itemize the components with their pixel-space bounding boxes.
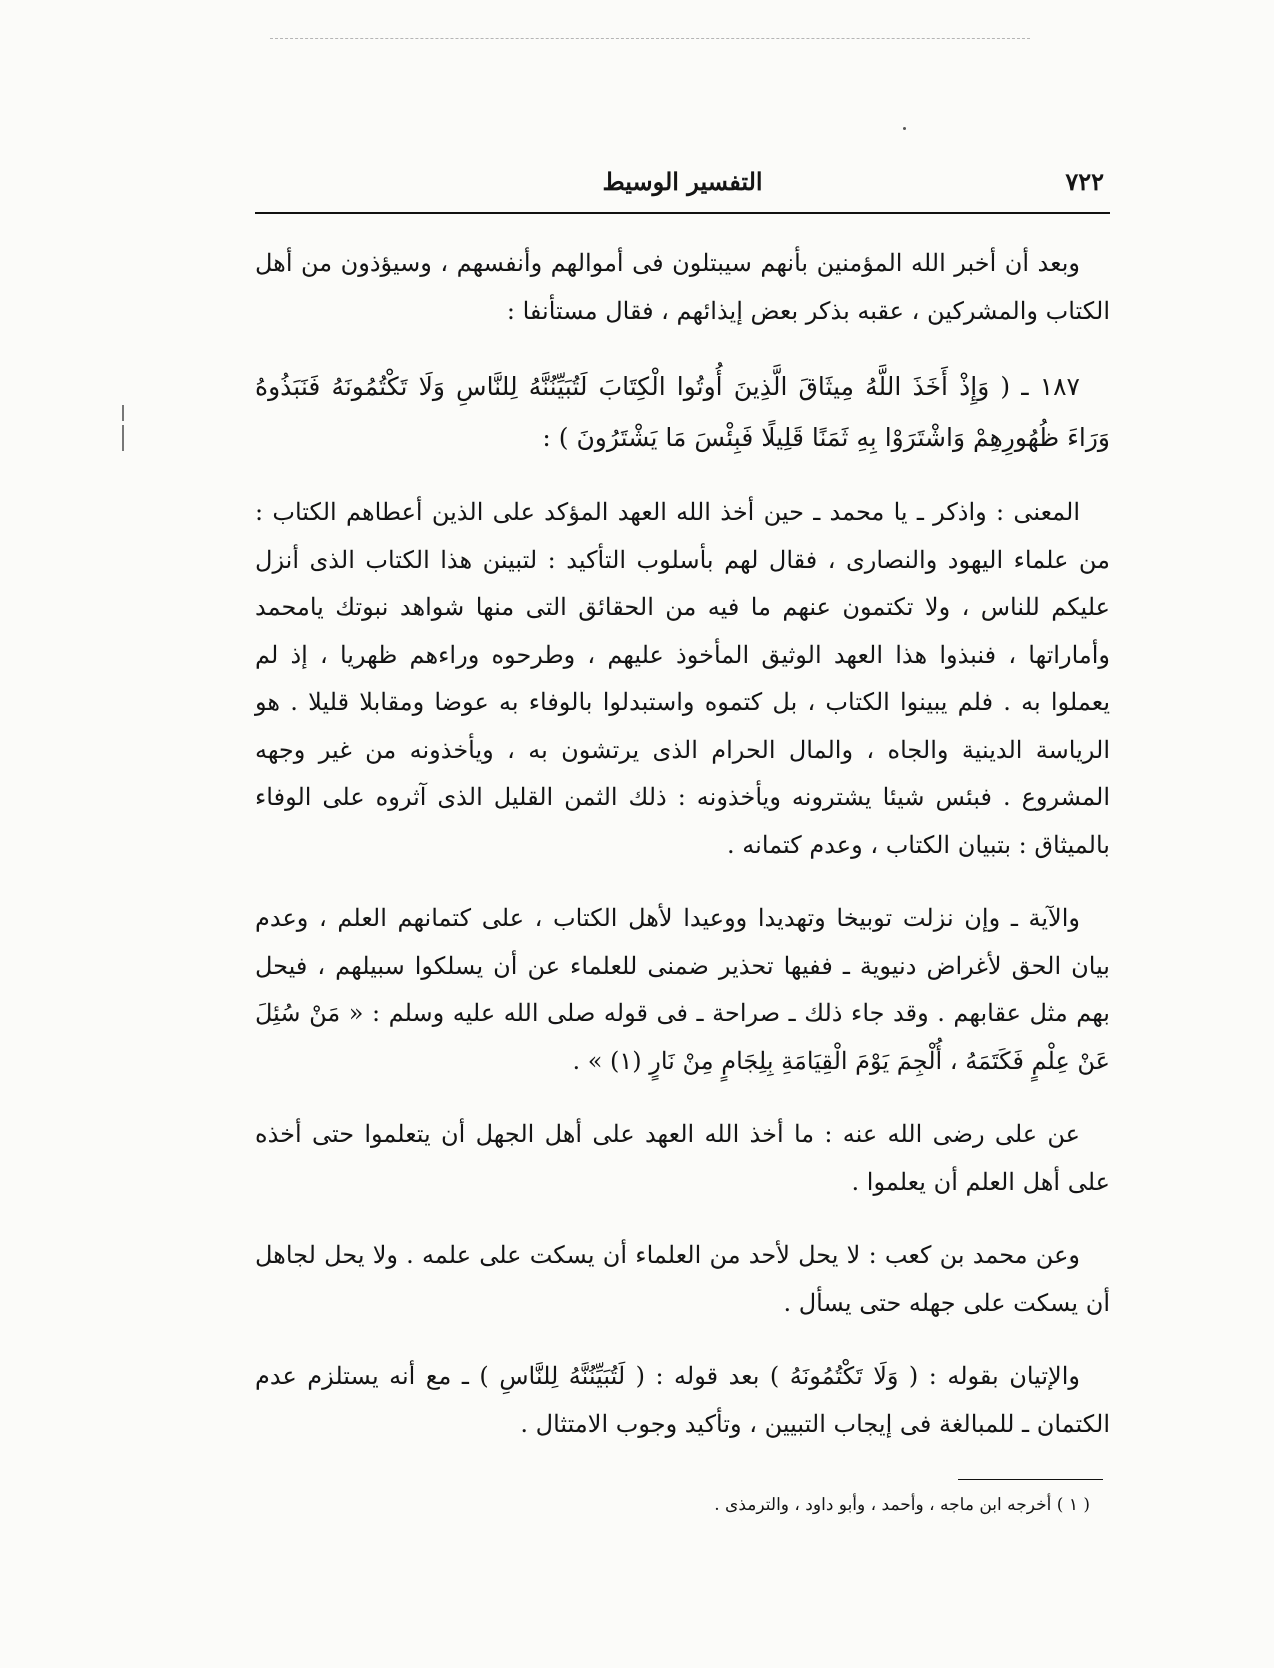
ibn-kab-quote-paragraph: وعن محمد بن كعب : لا يحل لأحد من العلماء أن يسكت على علمه . ولا يحل لجاهل أن يسكت على جهله حتى يسأل . bbox=[255, 1241, 1110, 1317]
warning-paragraph: والآية ـ وإن نزلت توبيخا وتهديدا ووعيدا لأهل الكتاب ، على كتمانهم العلم ، وعدم بيان الحق لأغراض دنيوية ـ ففيها تحذير ضمنى للعلماء عن أن يسلكوا سبيلهم ، فيحل بهم مثل عقابهم . وقد جاء ذلك ـ صراحة ـ فى قوله صلى الله عليه وسلم : « مَنْ سُئِلَ عَنْ عِلْمٍ فَكَتَمَهُ ، أُلْجِمَ يَوْمَ الْقِيَامَةِ بِلِجَامٍ مِنْ نَارٍ (١) » . bbox=[255, 904, 1110, 1075]
main-text bbox=[255, 240, 1110, 1448]
scan-speck bbox=[903, 127, 906, 130]
footnote: ( ١ ) أخرجه ابن ماجه ، وأحمد ، وأبو داود ، والترمذى . bbox=[714, 1495, 1090, 1515]
emphasis-paragraph: والإتيان بقوله : ( وَلَا تَكْتُمُونَهُ ) بعد قوله : ( لَتُبَيِّنُنَّهُ لِلنَّاسِ ) ـ مع أنه يستلزم عدم الكتمان ـ للمبالغة فى إيجاب التبيين ، وتأكيد وجوب الامتثال . bbox=[255, 1362, 1110, 1438]
header-rule bbox=[255, 212, 1110, 214]
scan-speck bbox=[122, 425, 124, 451]
ali-quote-paragraph: عن على رضى الله عنه : ما أخذ الله العهد على أهل الجهل أن يتعلموا حتى أخذه على أهل العلم أن يعلموا . bbox=[255, 1120, 1110, 1196]
intro-paragraph: وبعد أن أخبر الله المؤمنين بأنهم سيبتلون فى أموالهم وأنفسهم ، وسيؤذون من أهل الكتاب والمشركين ، عقبه بذكر بعض إيذائهم ، فقال مستأنفا : bbox=[255, 249, 1110, 325]
verse-187: ١٨٧ ـ ( وَإِذْ أَخَذَ اللَّهُ مِيثَاقَ الَّذِينَ أُوتُوا الْكِتَابَ لَتُبَيِّنُنَّهُ لِلنَّاسِ وَلَا تَكْتُمُونَهُ فَنَبَذُوهُ وَرَاءَ ظُهُورِهِمْ وَاشْتَرَوْا بِهِ ثَمَنًا قَلِيلًا فَبِئْسَ مَا يَشْتَرُونَ ) : bbox=[255, 372, 1110, 452]
running-title: التفسير الوسيط bbox=[602, 167, 763, 196]
scan-speck bbox=[122, 405, 124, 421]
page-header bbox=[255, 165, 1110, 205]
footnote-rule bbox=[958, 1479, 1103, 1480]
page-number: ٧٢٢ bbox=[1065, 167, 1104, 196]
scan-edge-line bbox=[270, 38, 1030, 39]
meaning-paragraph: المعنى : واذكر ـ يا محمد ـ حين أخذ الله العهد المؤكد على الذين أعطاهم الكتاب : من علماء اليهود والنصارى ، فقال لهم بأسلوب التأكيد : لتبينن هذا الكتاب الذى أنزل عليكم للناس ، ولا تكتمون عنهم ما فيه من الحقائق التى منها شواهد نبوتك يامحمد وأماراتها ، فنبذوا هذا العهد الوثيق المأخوذ عليهم ، وطرحوه وراءهم ظهريا ، إذ لم يعملوا به . فلم يبينوا الكتاب ، بل كتموه واستبدلوا بالوفاء به عوضا ومقابلا قليلا . هو الرياسة الدينية والجاه ، والمال الحرام الذى يرتشون به ، ويأخذونه من غير وجهه المشروع . فبئس شيئا يشترونه ويأخذونه : ذلك الثمن القليل الذى آثروه على الوفاء بالميثاق : بتبيان الكتاب ، وعدم كتمانه . bbox=[255, 498, 1110, 859]
